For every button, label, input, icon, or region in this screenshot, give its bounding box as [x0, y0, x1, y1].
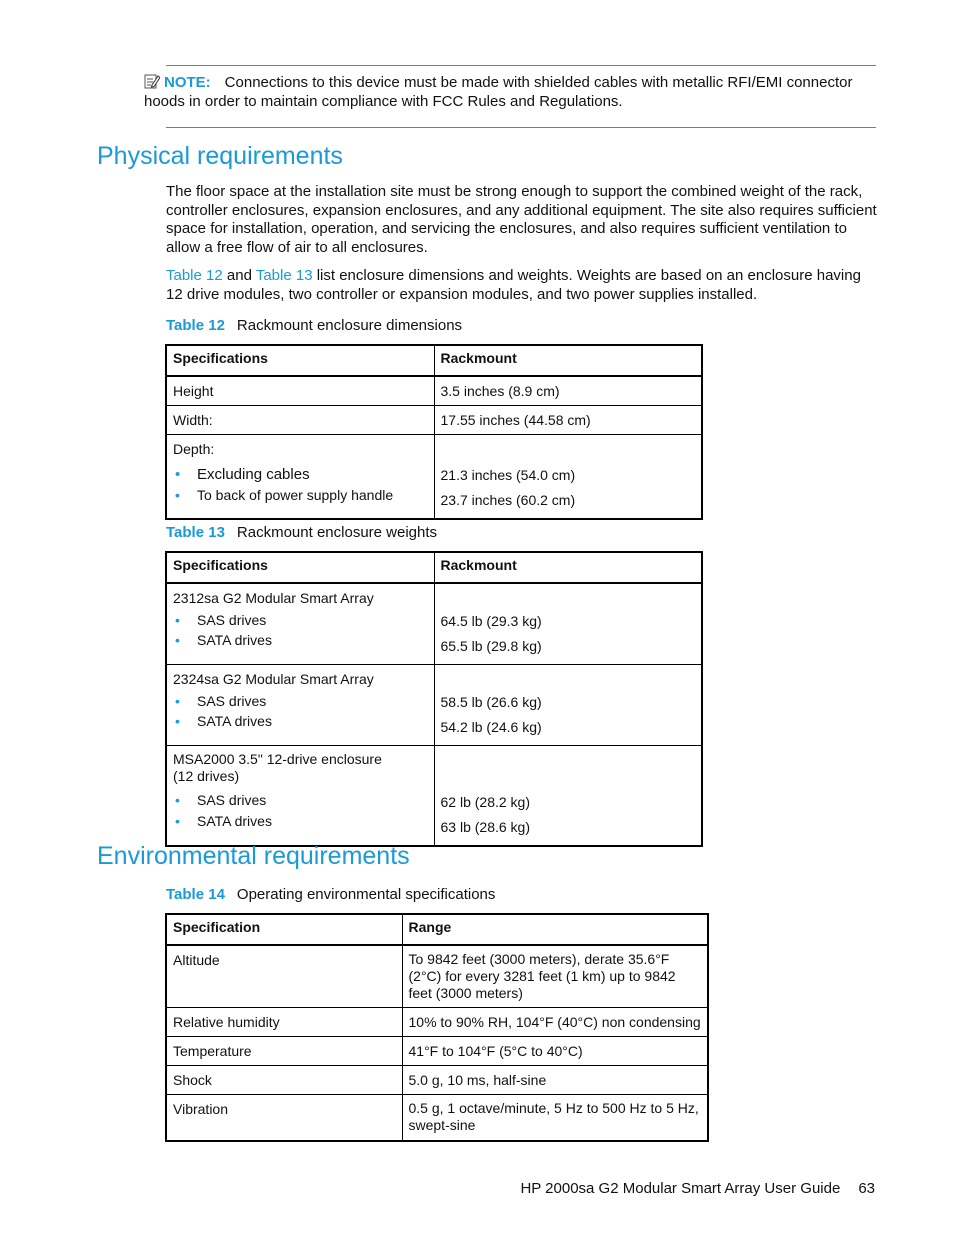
list-item: • To back of power supply handle: [173, 485, 428, 506]
column-header: Specifications: [166, 552, 434, 583]
list-item: • SATA drives: [175, 713, 272, 729]
table-row: [166, 1066, 708, 1095]
table-14: [165, 913, 709, 1142]
table-12-caption: [166, 317, 462, 334]
table-13-label: Table 13: [166, 524, 225, 541]
table-cell: Vibration: [166, 1095, 402, 1142]
and-text: and: [226, 267, 252, 284]
bullet-icon: •: [175, 632, 180, 648]
table-header-row: [166, 914, 708, 945]
list-item: • SATA drives: [175, 632, 272, 648]
table-cell: Relative humidity: [166, 1008, 402, 1037]
table-cell: To 9842 feet (3000 meters), derate 35.6°F (2°C) for every 3281 feet (1 km) up to 9842 feet (3000 meters): [402, 945, 708, 1008]
page-footer: [520, 1180, 875, 1197]
bullet-icon: •: [175, 713, 180, 729]
environmental-requirements-heading: Environmental requirements: [97, 842, 410, 870]
column-header: Specification: [166, 914, 402, 945]
table-row: [166, 1037, 708, 1066]
footer-title: HP 2000sa G2 Modular Smart Array User Guide: [520, 1180, 841, 1197]
table-row: [166, 665, 702, 746]
bullet-icon: •: [175, 487, 180, 503]
drive-list: [173, 691, 428, 731]
table-cell: 0.5 g, 1 octave/minute, 5 Hz to 500 Hz to 5 Hz, swept-sine: [402, 1095, 708, 1142]
table-header-row: [166, 552, 702, 583]
depth-value: 21.3 inches (54.0 cm): [440, 467, 576, 483]
note-pencil-icon: [144, 73, 160, 89]
bullet-icon: •: [175, 792, 180, 808]
column-header: Rackmount: [434, 345, 702, 376]
table-cell: [166, 435, 434, 520]
drive-list: [173, 610, 428, 650]
table-cell: [434, 435, 702, 520]
table-cell: Altitude: [166, 945, 402, 1008]
table-row: [166, 406, 702, 435]
table-14-label: Table 14: [166, 886, 225, 903]
note-text: Connections to this device must be made with shielded cables with metallic RFI/EMI connector hoods in order to maintain compliance with FCC Rules and Regulations.: [144, 74, 853, 110]
table-cell: 2324sa G2 Modular Smart Array • SAS drives • SATA drives: [166, 665, 434, 746]
column-header: Rackmount: [434, 552, 702, 583]
table-cell: 64.5 lb (29.3 kg) 65.5 lb (29.8 kg): [434, 583, 702, 665]
table-row: [166, 376, 702, 406]
table-row: [166, 435, 702, 520]
column-header: Specifications: [166, 345, 434, 376]
list-item: • SATA drives: [173, 811, 428, 832]
table-12-link[interactable]: Table 12: [166, 267, 223, 284]
list-item: • SAS drives: [175, 612, 267, 628]
table-cell: 5.0 g, 10 ms, half-sine: [402, 1066, 708, 1095]
table-row: [166, 746, 702, 847]
table-cell: Height: [166, 376, 434, 406]
physical-paragraph: The floor space at the installation site must be strong enough to support the combined weight of the rack, controller enclosures, expansion enclosures, and any additional equipment. The site also requires sufficient space for installation, operation, and servicing the enclosures, and also requires sufficient ventilation to allow a free flow of air to all enclosures.: [166, 183, 877, 256]
table-14-caption: [166, 886, 495, 903]
table-cell: Temperature: [166, 1037, 402, 1066]
table-cell: Width:: [166, 406, 434, 435]
note-label: NOTE:: [164, 74, 211, 91]
note-top-rule: [166, 65, 876, 66]
table-row: [166, 583, 702, 665]
tables-reference-paragraph: [166, 267, 878, 304]
bullet-icon: •: [175, 693, 180, 709]
bullet-icon: •: [175, 612, 180, 628]
physical-requirements-heading: Physical requirements: [97, 142, 343, 170]
reference-rest-text: list enclosure dimensions and weights. Weights are based on an enclosure having 12 drive modules, two controller or expansion modules, and two power supplies installed.: [166, 267, 861, 303]
column-header: Range: [402, 914, 708, 945]
list-item: • SAS drives: [173, 790, 428, 811]
table-cell: 17.55 inches (44.58 cm): [434, 406, 702, 435]
table-12-title: Rackmount enclosure dimensions: [236, 317, 463, 334]
bullet-icon: •: [175, 466, 181, 483]
note-block: [144, 73, 884, 111]
table-cell: 3.5 inches (8.9 cm): [434, 376, 702, 406]
depth-label: Depth:: [173, 441, 215, 457]
table-14-title: Operating environmental specifications: [236, 886, 496, 903]
list-item: • Excluding cables: [175, 466, 310, 483]
table-cell: 62 lb (28.2 kg) 63 lb (28.6 kg): [434, 746, 702, 847]
depth-list: [173, 464, 428, 506]
table-row: [166, 945, 708, 1008]
table-12: [165, 344, 703, 520]
page-number: 63: [858, 1180, 875, 1197]
table-row: [166, 1008, 708, 1037]
table-cell: 2312sa G2 Modular Smart Array • SAS drives • SATA drives: [166, 583, 434, 665]
table-cell: 10% to 90% RH, 104°F (40°C) non condensing: [402, 1008, 708, 1037]
table-13-title: Rackmount enclosure weights: [236, 524, 438, 541]
table-13-caption: [166, 524, 437, 541]
drive-list: [173, 790, 428, 832]
table-row: [166, 1095, 708, 1142]
bullet-icon: •: [175, 813, 180, 829]
note-bottom-rule: [166, 127, 876, 128]
table-header-row: [166, 345, 702, 376]
table-13: [165, 551, 703, 847]
table-cell: 41°F to 104°F (5°C to 40°C): [402, 1037, 708, 1066]
depth-value: 23.7 inches (60.2 cm): [440, 492, 576, 508]
table-13-link[interactable]: Table 13: [255, 267, 313, 284]
table-cell: Shock: [166, 1066, 402, 1095]
table-12-label: Table 12: [166, 317, 225, 334]
list-item: • SAS drives: [175, 693, 267, 709]
table-cell: MSA2000 3.5" 12-drive enclosure (12 drives) • SAS drives • SATA drives: [166, 746, 434, 847]
table-cell: 58.5 lb (26.6 kg) 54.2 lb (24.6 kg): [434, 665, 702, 746]
